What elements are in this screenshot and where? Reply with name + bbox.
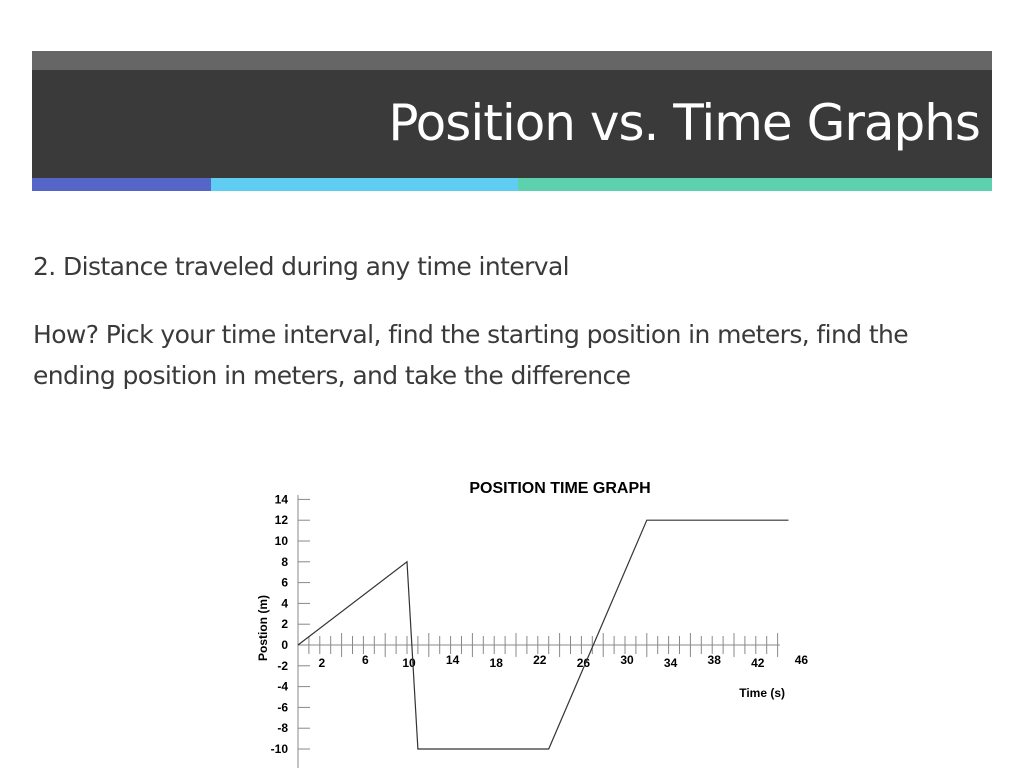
y-axis-label: Postion (m) (256, 595, 270, 661)
y-tick-label: -8 (277, 721, 288, 736)
x-tick-label: 18 (489, 656, 503, 670)
x-tick-label: 22 (533, 653, 547, 667)
y-tick-label: 6 (281, 575, 288, 590)
x-tick-label: 2 (318, 656, 326, 670)
y-tick-label: 14 (274, 492, 288, 507)
y-tick-label: 4 (281, 596, 288, 611)
x-tick-label: 14 (445, 653, 460, 667)
x-tick-label: 26 (576, 656, 591, 670)
y-tick-label: 8 (281, 554, 288, 569)
y-tick-label: -4 (277, 679, 288, 694)
y-tick-label: -10 (270, 742, 288, 756)
y-tick-label: -2 (277, 658, 288, 673)
accent-bar-cyan (211, 178, 518, 191)
y-tick-label: 2 (281, 617, 288, 632)
x-tick-label: 34 (663, 656, 678, 670)
x-tick-label: 30 (620, 653, 634, 667)
accent-bar-blue (32, 178, 211, 191)
x-tick-label: 6 (362, 653, 369, 667)
y-tick-label: 10 (274, 534, 288, 548)
chart-series (298, 520, 789, 749)
bullet-how-instructions: How? Pick your time interval, find the starting position in meters, find the ending position in meters, and take the difference (33, 320, 909, 390)
y-tick-label: 0 (281, 638, 288, 652)
y-tick-label: 12 (274, 513, 288, 528)
x-tick-label: 42 (751, 656, 765, 670)
x-tick-label: 38 (707, 653, 721, 667)
accent-bar-teal (518, 178, 992, 191)
y-tick-label: -6 (277, 700, 288, 715)
bullet-distance-traveled: 2. Distance traveled during any time interval (33, 252, 570, 281)
title-band-top-strip (32, 51, 992, 70)
title-band (32, 51, 992, 178)
x-tick-label: 10 (402, 656, 416, 670)
y-ticks (271, 492, 310, 756)
x-axis-label: Time (s) (739, 686, 785, 700)
slide-title: Position vs. Time Graphs (388, 94, 980, 152)
chart-axes (298, 495, 780, 768)
position-time-chart (240, 470, 809, 768)
x-ticks (309, 633, 808, 670)
x-tick-label: 46 (794, 653, 809, 667)
chart-title: POSITION TIME GRAPH (469, 480, 651, 497)
position-series-line (298, 520, 789, 749)
